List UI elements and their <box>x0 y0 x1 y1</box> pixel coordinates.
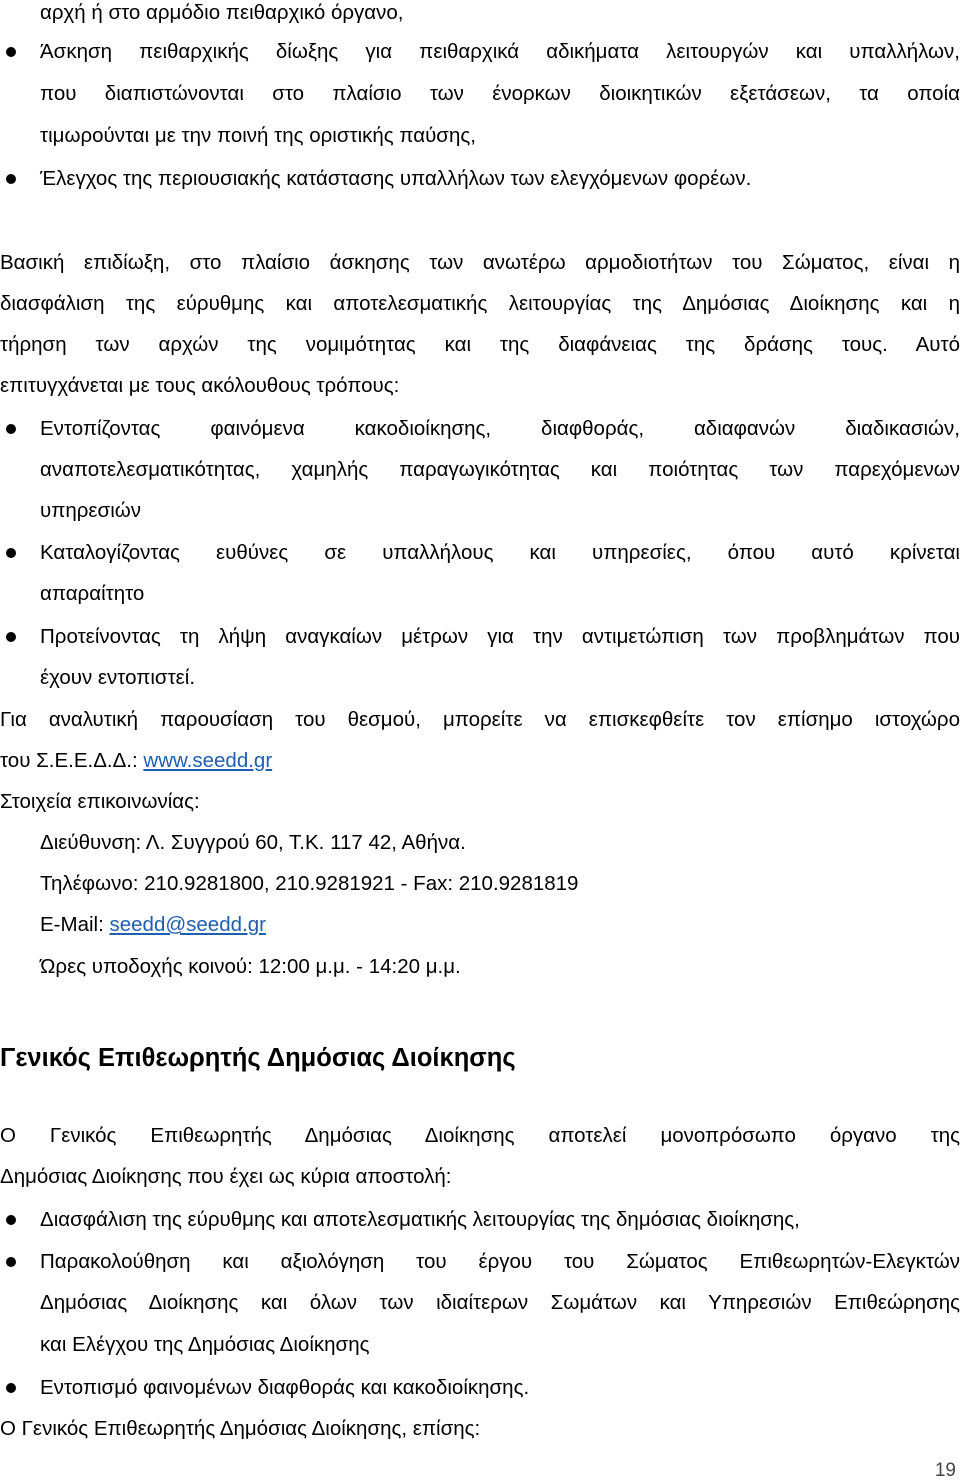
bullet-icon <box>6 548 16 558</box>
bullet-icon <box>6 632 16 642</box>
contact-hours: Ώρες υποδοχής κοινού: 12:00 μ.μ. - 14:20 μ.μ. <box>40 955 461 978</box>
intro-bullet-1-line-2: που διαπιστώνονται στο πλαίσιο των ένορκων διοικητικών εξετάσεων, τα οποία <box>40 82 960 105</box>
section-heading: Γενικός Επιθεωρητής Δημόσιας Διοίκησης <box>0 1044 516 1072</box>
bullet-icon <box>6 1215 16 1225</box>
email-link[interactable]: seedd@seedd.gr <box>109 913 266 936</box>
section-bullet-3: Εντοπισμό φαινομένων διαφθοράς και κακοδιοίκησης. <box>40 1376 530 1399</box>
goal-bullet-1-line-3: υπηρεσιών <box>40 499 142 522</box>
intro-line-1: αρχή ή στο αρμόδιο πειθαρχικό όργανο, <box>40 1 404 24</box>
goal-paragraph-line-4: επιτυγχάνεται με τους ακόλουθους τρόπους: <box>0 374 400 397</box>
bullet-icon <box>6 174 16 184</box>
goal-bullet-3-line-1: Προτείνοντας τη λήψη αναγκαίων μέτρων για την αντιμετώπιση των προβλημάτων που <box>40 625 960 648</box>
contact-email-line <box>40 912 960 938</box>
intro-bullet-2: Έλεγχος της περιουσιακής κατάστασης υπαλλήλων των ελεγχόμενων φορέων. <box>40 167 752 190</box>
bullet-icon <box>6 47 16 57</box>
bullet-icon <box>6 1383 16 1393</box>
goal-bullet-2-line-1: Καταλογίζοντας ευθύνες σε υπαλλήλους και υπηρεσίες, όπου αυτό κρίνεται <box>40 541 960 564</box>
goal-paragraph-line-3: τήρηση των αρχών της νομιμότητας και της διαφάνειας της δράσης τους. Αυτό <box>0 333 960 356</box>
intro-bullet-1-line-1: Άσκηση πειθαρχικής δίωξης για πειθαρχικά αδικήματα λειτουργών και υπαλλήλων, <box>40 40 960 63</box>
email-prefix: E-Mail: <box>40 913 110 936</box>
section-bullet-2-line-2: Δημόσιας Διοίκησης και όλων των ιδιαίτερων Σωμάτων και Υπηρεσιών Επιθεώρησης <box>40 1291 960 1314</box>
page-number: 19 <box>934 1460 956 1481</box>
contact-title: Στοιχεία επικοινωνίας: <box>0 790 200 813</box>
contact-phone: Τηλέφωνο: 210.9281800, 210.9281921 - Fax: 210.9281819 <box>40 872 579 895</box>
bullet-icon <box>6 424 16 434</box>
goal-bullet-3-line-2: έχουν εντοπιστεί. <box>40 666 196 689</box>
info-line-2-prefix: του Σ.Ε.Ε.Δ.Δ.: <box>0 749 144 772</box>
goal-paragraph-line-1: Βασική επιδίωξη, στο πλαίσιο άσκησης των ανωτέρω αρμοδιοτήτων του Σώματος, είναι η <box>0 251 960 274</box>
goal-paragraph-line-2: διασφάλιση της εύρυθμης και αποτελεσματικής λειτουργίας της Δημόσιας Διοίκησης και η <box>0 292 960 315</box>
goal-bullet-1-line-2: αναποτελεσματικότητας, χαμηλής παραγωγικότητας και ποιότητας των παρεχόμενων <box>40 458 960 481</box>
section-paragraph-line-1: Ο Γενικός Επιθεωρητής Δημόσιας Διοίκησης αποτελεί μονοπρόσωπο όργανο της <box>0 1124 960 1147</box>
goal-bullet-2-line-2: απαραίτητο <box>40 582 145 605</box>
bullet-icon <box>6 1257 16 1267</box>
section-last-line: Ο Γενικός Επιθεωρητής Δημόσιας Διοίκησης, επίσης: <box>0 1417 481 1440</box>
section-bullet-2-line-1: Παρακολούθηση και αξιολόγηση του έργου του Σώματος Επιθεωρητών-Ελεγκτών <box>40 1250 960 1273</box>
contact-address: Διεύθυνση: Λ. Συγγρού 60, Τ.Κ. 117 42, Αθήνα. <box>40 831 466 854</box>
info-line-1: Για αναλυτική παρουσίαση του θεσμού, μπορείτε να επισκεφθείτε τον επίσημο ιστοχώρο <box>0 708 960 731</box>
info-line-2 <box>0 748 960 774</box>
section-paragraph-line-2: Δημόσιας Διοίκησης που έχει ως κύρια αποστολή: <box>0 1165 452 1188</box>
section-bullet-2-line-3: και Ελέγχου της Δημόσιας Διοίκησης <box>40 1333 370 1356</box>
goal-bullet-1-line-1: Εντοπίζοντας φαινόμενα κακοδιοίκησης, διαφθοράς, αδιαφανών διαδικασιών, <box>40 417 960 440</box>
intro-bullet-1-line-3: τιμωρούνται με την ποινή της οριστικής παύσης, <box>40 124 476 147</box>
section-bullet-1: Διασφάλιση της εύρυθμης και αποτελεσματικής λειτουργίας της δημόσιας διοίκησης, <box>40 1208 800 1231</box>
website-link[interactable]: www.seedd.gr <box>143 749 273 772</box>
